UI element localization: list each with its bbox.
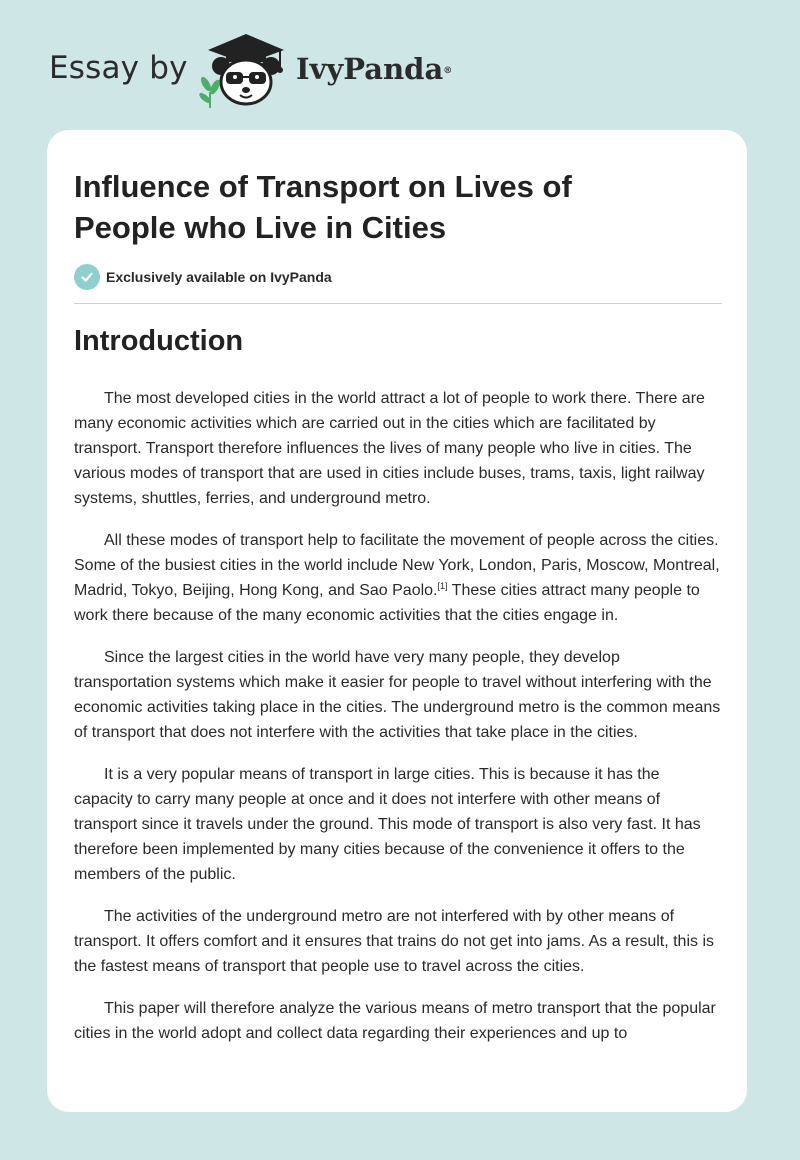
brand-name[interactable] [296, 52, 452, 86]
essay-card [47, 130, 747, 1112]
paragraph: Since the largest cities in the world have very many people, they develop transportation systems which make it easier for people to travel without interfering with the economic activities taking place in the cities. The underground metro is the common means of transport that does not interfere with the activities that take place in the cities. [74, 649, 721, 741]
page-title: Influence of Transport on Lives of People who Live in Cities [74, 169, 572, 245]
badge-label: Exclusively available on IvyPanda [106, 269, 332, 285]
paragraph-text: All these modes of transport help to facilitate the movement of people across the cities. Some of the busiest cities in the world include New York, London, Paris, Moscow, Montreal, Madrid, Tokyo, Beijing, Hong Kong, and Sao Paolo. [74, 532, 720, 599]
site-header [0, 0, 800, 130]
paragraph [74, 528, 722, 628]
brand-prefix: Essay by [49, 50, 188, 86]
divider [74, 303, 722, 304]
paragraph: This paper will therefore analyze the various means of metro transport that the popular cities in the world adopt and collect data regarding their experiences and up to [74, 1000, 716, 1042]
section-heading: Introduction [74, 325, 244, 357]
footnote-link[interactable]: [1] [437, 581, 448, 591]
paragraph: The most developed cities in the world attract a lot of people to work there. There are many economic activities which are carried out in the cities which are facilitated by transport. Transport therefore influences the lives of many people who live in cities. The various modes of transport that are used in cities include buses, trams, taxis, light railway systems, shuttles, ferries, and underground metro. [74, 390, 705, 507]
exclusive-badge [74, 264, 332, 290]
brand-name-text: IvyPanda [296, 52, 444, 86]
paragraph: The activities of the underground metro are not interfered with by other means of transport. It offers comfort and it ensures that trains do not get into jams. As a result, this is the fastest means of transport that people use to travel across the cities. [74, 908, 715, 975]
panda-logo-icon[interactable] [196, 30, 296, 110]
essay-body [74, 386, 722, 1063]
paragraph-text: These cities attract many people to work there because of the many economic activities that the cities engage in. [74, 582, 700, 624]
check-circle-icon [74, 264, 100, 290]
paragraph: It is a very popular means of transport in large cities. This is because it has the capacity to carry many people at once and it does not interfere with other means of transport since it travels under the ground. This mode of transport is also very fast. It has therefore been implemented by many cities because of the convenience it offers to the members of the public. [74, 766, 701, 883]
registered-mark: ® [443, 66, 453, 76]
